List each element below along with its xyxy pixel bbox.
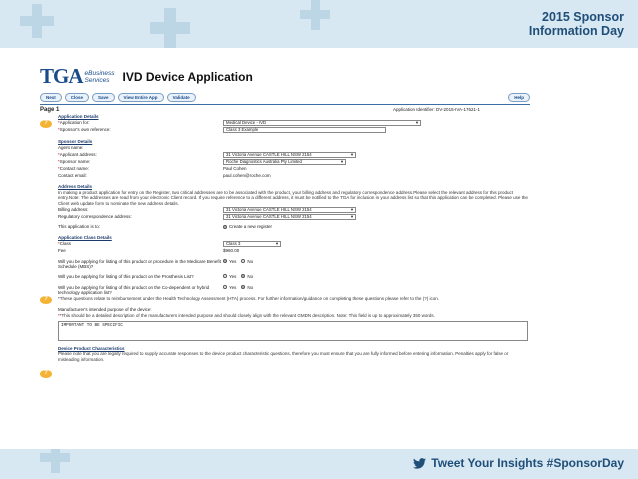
purpose-heading: Manufacturer's intended purpose of the device: <box>58 306 152 312</box>
logo-sub2: Services <box>84 76 110 84</box>
application-window <box>40 64 530 377</box>
divider <box>40 104 530 105</box>
tweet-banner <box>413 456 624 470</box>
chevron-down-icon: ▾ <box>350 206 353 212</box>
applicant-address-row <box>58 151 530 158</box>
close-button[interactable]: Close <box>65 93 89 102</box>
mbs-question-row <box>58 259 530 270</box>
help-button[interactable]: Help <box>508 93 530 102</box>
create-new-register-radio[interactable]: Create a new register <box>223 224 272 230</box>
prosthesis-question-row <box>58 274 530 281</box>
agent-row <box>58 144 530 151</box>
class-label: *Class <box>58 241 72 247</box>
sponsor-name-select[interactable]: Roche Diagnostics Australia Pty Limited ▾ <box>223 159 346 165</box>
prosthesis-yes-radio[interactable]: Yes <box>223 274 236 280</box>
next-button[interactable]: Next <box>40 93 62 102</box>
tweet-text: Tweet Your Insights #SponsorDay <box>431 456 624 470</box>
chevron-down-icon: ▾ <box>340 158 343 164</box>
billing-address-select[interactable]: 31 Victoria Avenue CASTLE HILL NSW 2154 ▾ <box>223 207 356 213</box>
codependent-question-label: Will you be applying for listing of this product on the Co-dependent or hybrid technology application list? <box>58 284 210 295</box>
chevron-down-icon: ▾ <box>350 151 353 157</box>
codependent-no-radio[interactable]: No <box>241 285 253 291</box>
applicant-address-select[interactable]: 31 Victoria Avenue CASTLE HILL NSW 2154 ▾ <box>223 152 356 158</box>
mbs-question-label: Will you be applying for listing of this product or procedure in the Medicare Benefit Schedule (MBS)? <box>58 258 221 269</box>
decor-cross <box>311 0 320 30</box>
application-is-to-row <box>58 223 530 230</box>
billing-address-row <box>58 206 530 213</box>
mbs-yes-radio[interactable]: Yes <box>223 259 236 265</box>
class-select[interactable]: Class 3 ▾ <box>223 241 281 247</box>
purpose-textarea[interactable]: IMPORTANT TO BE SPECIFIC <box>58 321 528 341</box>
application-is-to-label: This application is to: <box>58 223 101 229</box>
agent-name-label: Agent name: <box>58 144 84 150</box>
class-row <box>58 241 530 248</box>
contact-name-label: *Contact name: <box>58 165 90 171</box>
view-entire-app-button[interactable]: View Entire App <box>118 93 164 102</box>
application-for-select[interactable]: Medical Device - IVD ▾ <box>223 120 421 126</box>
banner-title-line1: 2015 Sponsor <box>542 10 624 24</box>
regulatory-address-row <box>58 213 530 220</box>
page-header <box>40 107 530 113</box>
codependent-question-row <box>58 285 530 296</box>
regulatory-address-select[interactable]: 31 Victoria Avenue CASTLE HILL NSW 2154 ▾ <box>223 214 356 220</box>
slide-banner <box>0 0 638 48</box>
toolbar <box>40 93 530 102</box>
radio-selected-icon <box>223 225 227 229</box>
contact-email-value: paul.cohen@roche.com <box>223 172 271 178</box>
radio-selected-icon <box>223 259 227 263</box>
chevron-down-icon: ▾ <box>350 213 353 219</box>
regulatory-address-label: Regulatory correspondence address: <box>58 213 132 219</box>
sponsor-name-label: *Sponsor name: <box>58 158 91 164</box>
fee-row <box>58 248 530 255</box>
application-for-label: *Application for: <box>58 120 90 126</box>
contact-name-value: Paul Cohen <box>223 165 247 171</box>
address-details-text: In making a product application for entry on the Register, two critical addresses are to be associated with the product, your billing address and regulatory correspondence address.Please select the relevant address for this product entry.Note: The addresses are read from your electronic Client record. If you require reference to a different address, it must be notified to the TGA for inclusion in your address list so that this application can be completed. Please use the Client web update form to nominate the new address details. <box>58 189 528 206</box>
page-title: IVD Device Application <box>122 69 253 84</box>
contact-email-label: Contact email: <box>58 172 87 178</box>
page-number: Page 1 <box>40 107 60 113</box>
prosthesis-question-label: Will you be applying for listing of this product on the Prosthesis List? <box>58 273 194 279</box>
decor-cross <box>32 4 42 38</box>
radio-selected-icon <box>241 285 245 289</box>
banner-title-line2: Information Day <box>528 24 624 38</box>
section-class-details: Application Class Details <box>58 235 112 240</box>
section-device-characteristics: Device Product Characteristics <box>58 345 125 351</box>
section-address-details: Address Details <box>58 184 93 189</box>
decor-cross <box>51 449 60 473</box>
radio-empty-icon <box>223 274 227 278</box>
fee-value: $960.00 <box>223 248 240 254</box>
help-question-icon[interactable]: ? <box>40 120 52 128</box>
tga-logo: TGA <box>40 64 83 88</box>
section-application-details: Application Details <box>58 114 99 119</box>
radio-empty-icon <box>241 259 245 263</box>
radio-selected-icon <box>241 274 245 278</box>
prosthesis-no-radio[interactable]: No <box>241 274 253 280</box>
application-for-row <box>58 120 530 127</box>
twitter-bird-icon <box>413 458 426 469</box>
slide-footer <box>0 449 638 479</box>
characteristics-text: Please note that you are legally required to supply accurate responses to the device product characteristic questions, therefore you must ensure that you are fully informed before entering information. Penalties apply for false or misleading information. <box>58 351 509 362</box>
fee-label: Fee <box>58 248 66 254</box>
help-question-icon[interactable]: ? <box>40 296 52 304</box>
application-identifier: Application Identifier: DV-2015-IVA-17621-1 <box>393 107 480 112</box>
chevron-down-icon: ▾ <box>415 120 418 126</box>
decor-cross <box>164 8 176 48</box>
sponsor-reference-label: *Sponsor's own reference: <box>58 127 111 133</box>
applicant-address-label: *Applicant address: <box>58 151 97 157</box>
banner-title <box>529 10 624 38</box>
chevron-down-icon: ▾ <box>275 241 278 247</box>
contact-email-row <box>58 172 530 179</box>
ebusiness-logo <box>85 70 115 84</box>
sponsor-reference-input[interactable]: Class 3 Example <box>223 127 386 133</box>
help-question-icon[interactable]: ? <box>40 370 52 378</box>
radio-empty-icon <box>223 285 227 289</box>
billing-address-label: Billing address: <box>58 206 89 212</box>
validate-button[interactable]: Validate <box>167 93 196 102</box>
mbs-no-radio[interactable]: No <box>241 259 253 265</box>
application-form <box>40 114 530 377</box>
hta-note: *These questions relate to reimbursement under the Health Technology Assessment (HTA) process. For further information/guidance on completing these questions please refer to the (?) icon. <box>58 295 440 301</box>
purpose-note: **This should be a detailed description of the manufacturers intended purpose and should closely align with the relevant GMDN description. Note: This field is up to approximately 350 words. <box>58 313 435 318</box>
section-sponsor-details: Sponsor Details <box>58 138 93 144</box>
sponsor-name-row <box>58 158 530 165</box>
codependent-yes-radio[interactable]: Yes <box>223 285 236 291</box>
logo-sub1: eBusiness <box>84 69 115 77</box>
contact-name-row <box>58 165 530 172</box>
save-button[interactable]: Save <box>92 93 115 102</box>
purpose-heading-row <box>58 306 530 313</box>
app-header <box>40 64 530 89</box>
sponsor-reference-row <box>58 127 530 134</box>
